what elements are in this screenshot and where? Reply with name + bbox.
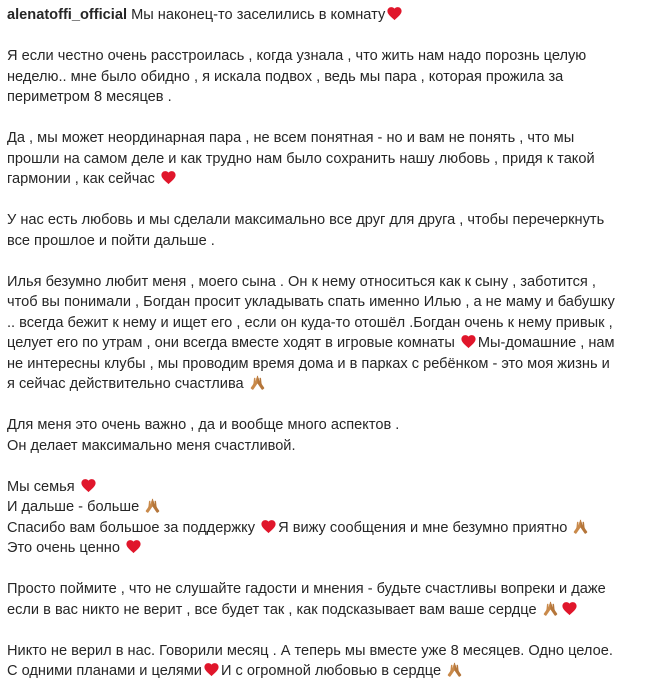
- caption-line: [7, 579, 637, 600]
- caption-line: [7, 67, 637, 88]
- caption-text: Я вижу сообщения и мне безумно приятно: [278, 519, 572, 536]
- caption-text: Илья безумно любит меня , моего сына . Он к нему относиться как к сыну , заботится ,: [7, 273, 596, 290]
- caption-line: [7, 374, 637, 395]
- paragraph-gap: [7, 190, 637, 211]
- folded-hands-icon: [572, 518, 589, 535]
- red-heart-icon: [203, 661, 220, 678]
- caption-text: Он делает максимально меня счастливой.: [7, 437, 296, 454]
- red-heart-icon: [160, 169, 177, 186]
- paragraph-gap: [7, 108, 637, 129]
- paragraph-gap: [7, 26, 637, 47]
- folded-hands-icon: [446, 661, 463, 678]
- red-heart-icon: [386, 5, 403, 22]
- caption-text: все прошлое и пойти дальше .: [7, 232, 215, 249]
- caption-line: [7, 600, 637, 621]
- caption-text: И с огромной любовью в сердце: [220, 663, 446, 679]
- caption-text: И дальше - больше: [7, 499, 144, 515]
- caption-line: [7, 292, 637, 313]
- caption-line: [7, 661, 637, 682]
- caption-text: Мы-домашние , нам: [477, 335, 615, 351]
- caption-text: .. всегда бежит к нему и ищет его , если он куда-то отошёл .Богдан очень к нему привык ,: [7, 314, 613, 331]
- paragraph-gap: [7, 395, 637, 416]
- caption-line: [7, 477, 637, 498]
- caption-text: прошли на самом деле и как трудно нам было сохранить нашу любовь , придя к такой: [7, 150, 595, 167]
- caption-line: [7, 169, 637, 190]
- red-heart-icon: [460, 333, 477, 350]
- caption-text: не интересны клубы , мы проводим время дома и в парках с ребёнком - это моя жизнь и: [7, 355, 610, 372]
- caption-text: чтоб вы понимали , Богдан просит укладывать спать именно Илью , а не маму и бабушку: [7, 294, 615, 310]
- caption-line: [7, 210, 637, 231]
- paragraph-gap: [7, 456, 637, 477]
- caption-intro-text: Мы наконец-то заселились в комнату: [131, 7, 386, 23]
- caption-line: [7, 641, 637, 662]
- folded-hands-icon: [542, 600, 559, 617]
- caption-line: [7, 436, 637, 457]
- caption-body: [7, 46, 637, 682]
- caption-line: [7, 231, 637, 252]
- caption-text: Это очень ценно: [7, 540, 125, 556]
- paragraph-gap: [7, 251, 637, 272]
- caption-text: Спасибо вам большое за поддержку: [7, 519, 260, 536]
- paragraph-gap: [7, 620, 637, 641]
- folded-hands-icon: [144, 497, 161, 514]
- red-heart-icon: [561, 600, 578, 617]
- caption-text: С одними планами и целями: [7, 663, 202, 679]
- caption-line: [7, 354, 637, 375]
- caption-line: [7, 272, 637, 293]
- caption-line: [7, 538, 637, 559]
- caption-text: периметром 8 месяцев .: [7, 89, 172, 105]
- caption-line: [7, 518, 637, 539]
- caption-text: если в вас никто не верит , все будет так , как подсказывает вам ваше сердце: [7, 601, 541, 618]
- caption-first-line: [7, 5, 637, 26]
- caption-line: [7, 149, 637, 170]
- caption-line: [7, 128, 637, 149]
- caption-text: Мы семья: [7, 478, 79, 495]
- red-heart-icon: [125, 538, 142, 555]
- caption-line: [7, 333, 637, 354]
- red-heart-icon: [80, 477, 97, 494]
- caption-line: [7, 87, 637, 108]
- caption-line: [7, 415, 637, 436]
- caption-line: [7, 497, 637, 518]
- caption-text: Я если честно очень расстроилась , когда узнала , что жить нам надо порознь целую: [7, 48, 587, 64]
- username-link[interactable]: alenatoffi_official: [7, 7, 128, 23]
- caption-text: Просто поймите , что не слушайте гадости и мнения - будьте счастливы вопреки и даже: [7, 581, 606, 597]
- caption-text: Да , мы может неординарная пара , не всем понятная - но и вам не понять , что мы: [7, 130, 575, 146]
- paragraph-gap: [7, 559, 637, 580]
- caption-line: [7, 46, 637, 67]
- caption-text: У нас есть любовь и мы сделали максимально все друг для друга , чтобы перечеркнуть: [7, 212, 605, 228]
- caption-text: гармонии , как сейчас: [7, 171, 159, 187]
- caption-line: [7, 313, 637, 334]
- caption-text: целует его по утрам , они всегда вместе ходят в игровые комнаты: [7, 335, 459, 351]
- caption-text: Для меня это очень важно , да и вообще много аспектов .: [7, 417, 400, 433]
- red-heart-icon: [260, 518, 277, 535]
- caption-text: Никто не верил в нас. Говорили месяц . А теперь мы вместе уже 8 месяцев. Одно целое.: [7, 642, 613, 659]
- caption-text: неделю.. мне было обидно , я искала подвох , ведь мы пара , которая прожила за: [7, 68, 564, 85]
- folded-hands-icon: [249, 374, 266, 391]
- caption-text: я сейчас действительно счастлива: [7, 376, 248, 392]
